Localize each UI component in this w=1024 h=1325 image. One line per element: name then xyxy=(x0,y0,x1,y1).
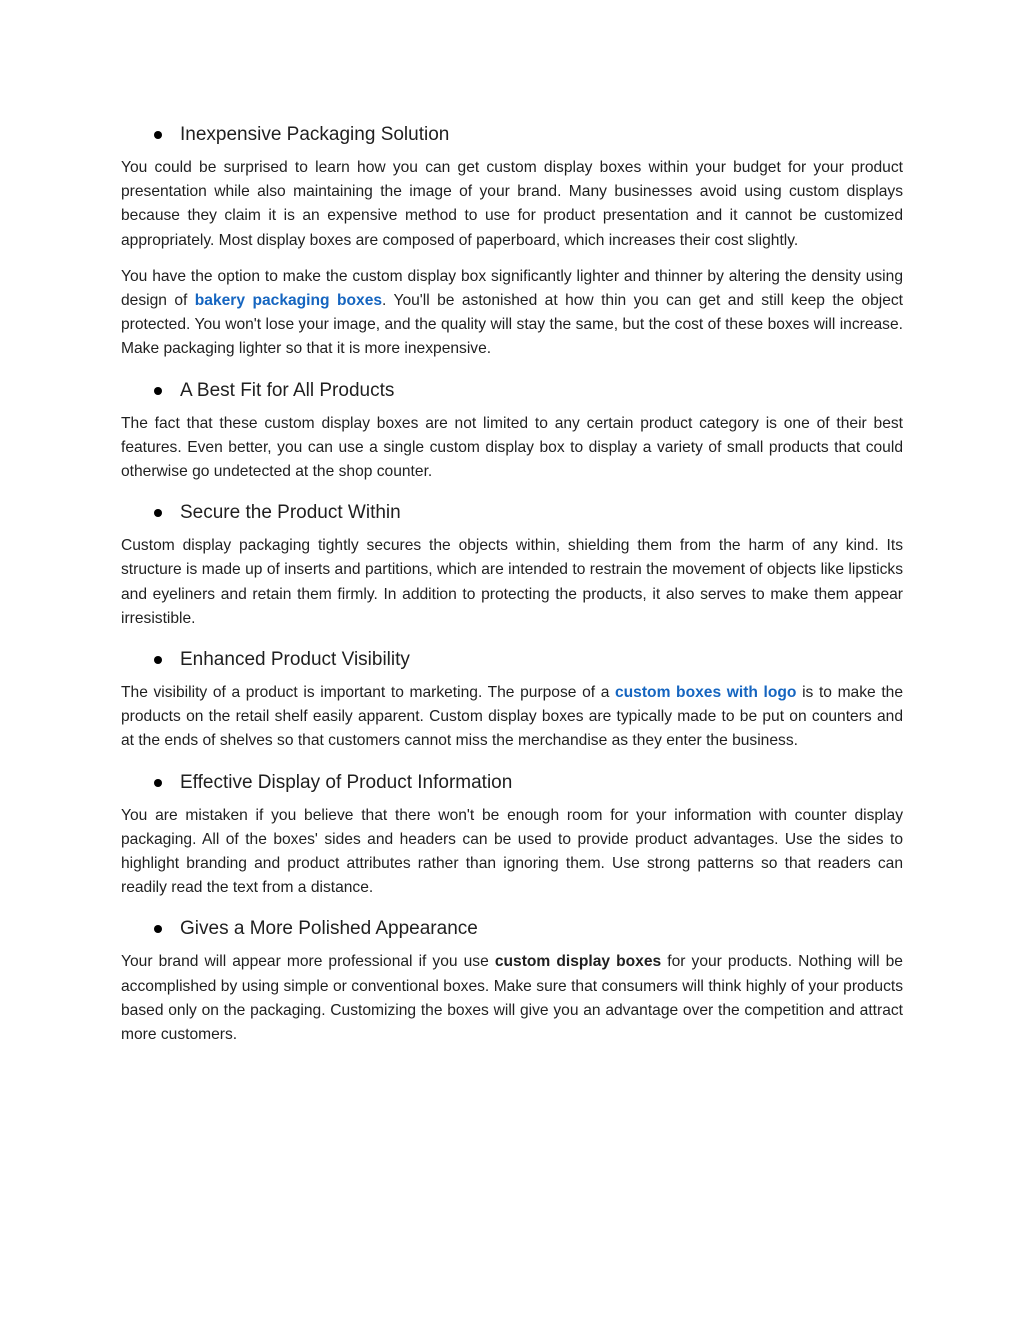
heading-text: Enhanced Product Visibility xyxy=(180,649,410,671)
section-heading xyxy=(121,645,903,675)
section-heading xyxy=(121,768,903,798)
paragraph: You could be surprised to learn how you can get custom display boxes within your budget for your product presentation while also maintaining the image of your brand. Many businesses avoid using custom displays because they claim it is an expensive method to use for product presentation and it cannot be customized appropriately. Most display boxes are composed of paperboard, which increases their cost slightly. xyxy=(121,159,903,249)
paragraph: The fact that these custom display boxes are not limited to any certain product category is one of their best features. Even better, you can use a single custom display box to display a variety of small products that could otherwise go undetected at the shop counter. xyxy=(121,414,903,481)
paragraph: Custom display packaging tightly secures the objects within, shielding them from the harm of any kind. Its structure is made up of inserts and partitions, which are intended to restrain the movement of objects like lipsticks and eyeliners and retain them firmly. In addition to protecting the products, it also serves to make them appear irresistible. xyxy=(121,537,903,627)
emphasized-text: custom display boxes xyxy=(494,953,662,971)
bullet-icon xyxy=(154,779,162,787)
bullet-icon xyxy=(154,925,162,933)
text-run: is to make the products on the retail shelf easily apparent. Custom display boxes are typically made to be put on counters and at the ends of shelves so that customers cannot miss the merchandise as they enter the business. xyxy=(121,684,903,750)
paragraph xyxy=(121,681,903,754)
section-heading xyxy=(121,498,903,528)
text-run: You have the option to make the custom display box significantly lighter and thinner by altering the density using design of xyxy=(121,267,903,310)
heading-text: Effective Display of Product Information xyxy=(180,771,513,793)
paragraph: You are mistaken if you believe that there won't be enough room for your information with counter display packaging. All of the boxes' sides and headers can be used to provide product advantages. Use the sides to highlight branding and product attributes rather than ignoring them. Use strong patterns so that readers can readily read the text from a distance. xyxy=(121,806,903,897)
text-run: for your products. Nothing will be accomplished by using simple or conventional boxes. Make sure that consumers will think highly of your products based only on the packaging. Customizing the boxes will give you an advantage over the competition and attract more customers. xyxy=(121,953,903,1044)
section-heading xyxy=(121,120,903,150)
section-heading xyxy=(121,914,903,944)
text-run: . You'll be astonished at how thin you can get and still keep the object protected. You won't lose your image, and the quality will stay the same, but the cost of these boxes will increase. Make packaging lighter so that it is more inexpensive. xyxy=(121,292,904,358)
bakery-packaging-boxes-link[interactable]: bakery packaging boxes xyxy=(194,292,383,310)
section-heading xyxy=(121,376,903,406)
paragraph xyxy=(121,950,903,1047)
bullet-icon xyxy=(154,131,162,139)
paragraph xyxy=(121,265,903,362)
bullet-icon xyxy=(154,509,162,517)
text-run: The visibility of a product is important to marketing. The purpose of a xyxy=(121,684,615,702)
heading-text: Secure the Product Within xyxy=(180,502,401,524)
document-page xyxy=(121,120,903,1059)
bullet-icon xyxy=(154,387,162,395)
heading-text: A Best Fit for All Products xyxy=(180,379,395,401)
heading-text: Inexpensive Packaging Solution xyxy=(180,124,450,145)
heading-text: Gives a More Polished Appearance xyxy=(180,918,478,940)
custom-boxes-with-logo-link[interactable]: custom boxes with logo xyxy=(614,684,797,702)
bullet-icon xyxy=(154,656,162,664)
text-run: Your brand will appear more professional if you use xyxy=(121,953,495,971)
